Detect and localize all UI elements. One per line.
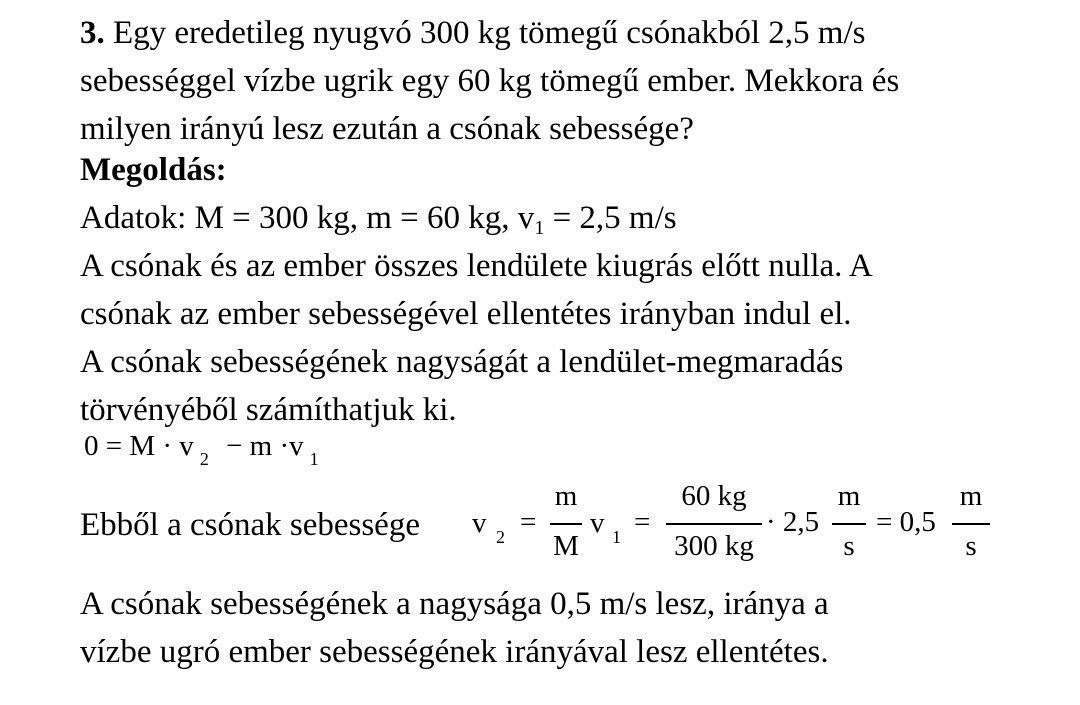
problem-number: 3. <box>80 15 105 51</box>
conclusion-line: A csónak sebességének a nagysága 0,5 m/s lesz, iránya a <box>80 586 829 622</box>
equals-sign: = <box>634 506 651 538</box>
fraction-bar <box>952 523 990 525</box>
given-v-subscript: 1 <box>534 217 545 239</box>
fraction-bar <box>550 523 582 525</box>
result-equation <box>80 478 1040 568</box>
fraction-unit-m-per-s <box>952 478 990 568</box>
v1-symbol: v <box>590 507 605 539</box>
multiplier-value: · 2,5 <box>766 506 820 538</box>
problem-line-1: 3. Egy eredetileg nyugvó 300 kg tömegű csónakból 2,5 m/s <box>80 15 866 51</box>
fraction-numerator: m <box>837 480 861 512</box>
problem-line-2: sebességgel vízbe ugrik egy 60 kg tömegű ember. Mekkora és <box>80 63 900 99</box>
eq1-subscript-1: 1 <box>309 449 319 469</box>
fraction-numerator: m <box>959 480 983 512</box>
fraction-numerator: 60 kg <box>681 480 747 512</box>
result-label: Ebből a csónak sebessége <box>80 507 420 543</box>
fraction-m-over-M <box>550 478 582 568</box>
v2-subscript: 2 <box>496 527 505 547</box>
explanation-line: törvényéből számíthatjuk ki. <box>80 392 457 428</box>
fraction-denominator: s <box>843 530 855 562</box>
fraction-denominator: 300 kg <box>674 530 754 562</box>
fraction-bar <box>832 523 866 525</box>
fraction-denominator: M <box>553 530 579 562</box>
problem-statement <box>80 9 899 153</box>
fraction-denominator: s <box>965 530 977 562</box>
v1-subscript: 1 <box>612 527 621 547</box>
problem-line-3: milyen irányú lesz ezután a csónak sebessége? <box>80 111 694 147</box>
fraction-unit-m-per-s <box>832 478 866 568</box>
equals-sign: = <box>520 506 537 538</box>
eq1-subscript-2: 2 <box>199 449 209 469</box>
explanation-line: A csónak sebességének nagyságát a lendület-megmaradás <box>80 344 844 380</box>
explanation-line: csónak az ember sebességével ellentétes irányban indul el. <box>80 296 852 332</box>
result-value: = 0,5 <box>876 506 936 538</box>
solution-heading: Megoldás: <box>80 152 227 188</box>
momentum-equation: 0 = M · v $_2$ − m ·v $_1$ <box>84 430 319 469</box>
given-data: Adatok: M = 300 kg, m = 60 kg, v1 = 2,5 m/s <box>80 200 677 239</box>
v2-symbol: v <box>472 507 487 539</box>
fraction-numerator: m <box>554 480 578 512</box>
explanation <box>80 242 873 434</box>
conclusion <box>80 580 829 676</box>
fraction-mass-ratio <box>666 478 762 568</box>
conclusion-line: vízbe ugró ember sebességének irányával lesz ellentétes. <box>80 634 829 670</box>
fraction-bar <box>666 523 762 525</box>
explanation-line: A csónak és az ember összes lendülete kiugrás előtt nulla. A <box>80 248 873 284</box>
